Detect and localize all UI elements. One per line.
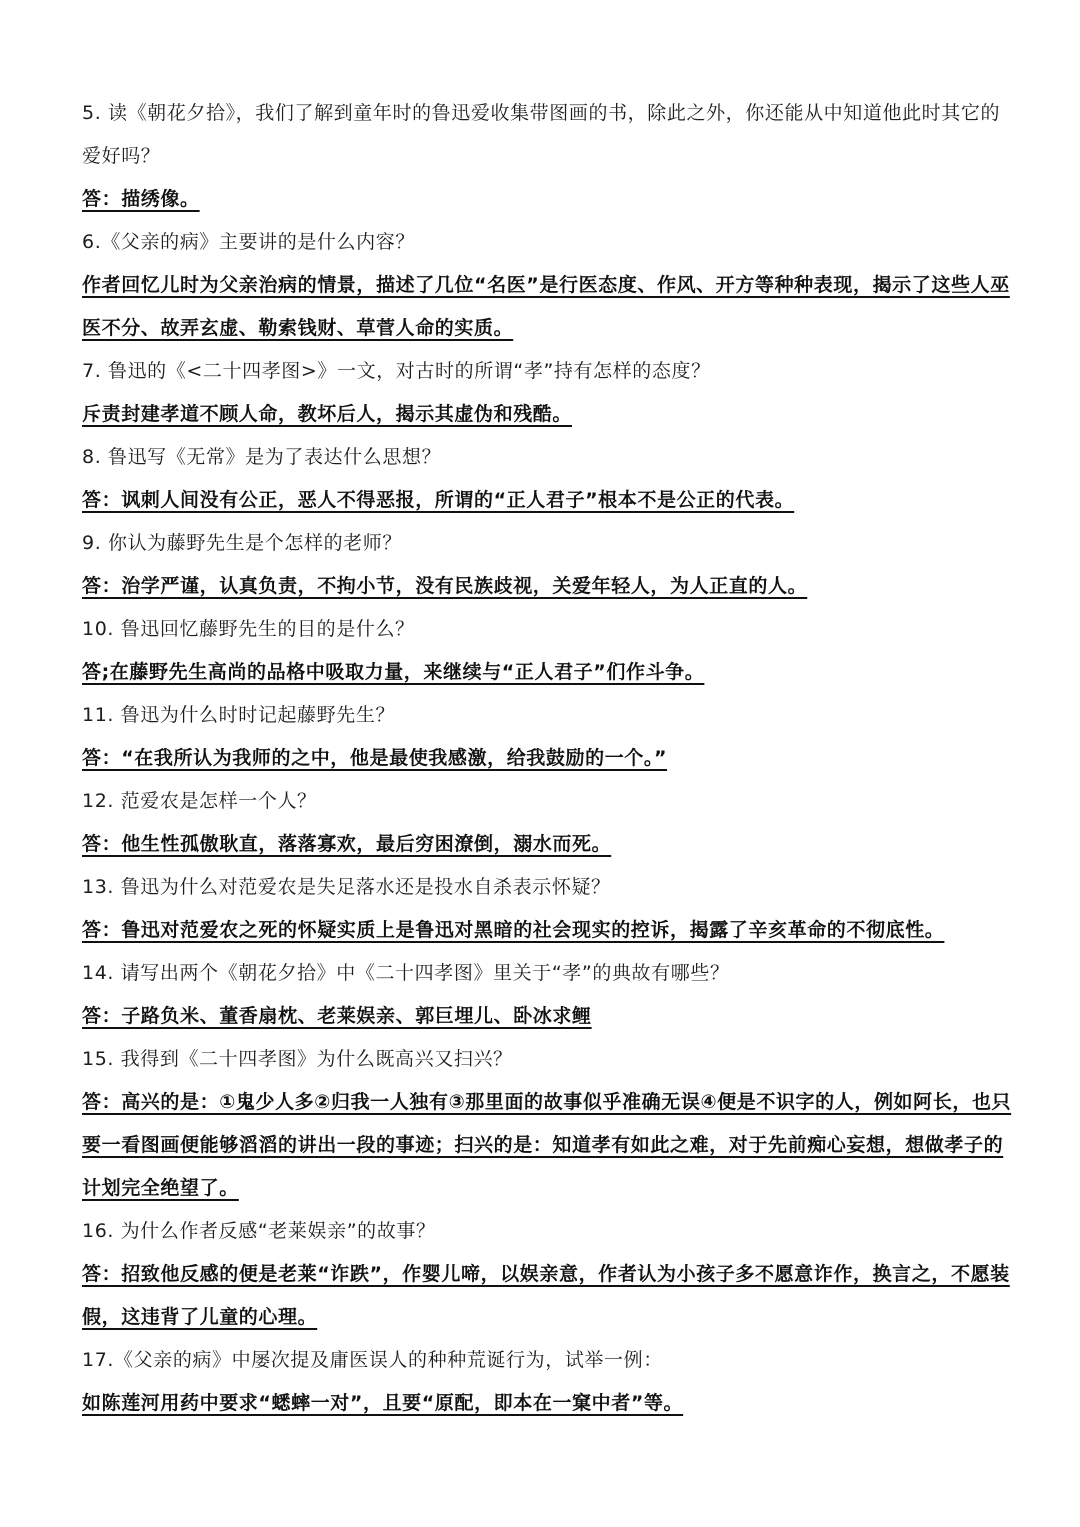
- answer-17-text: 如陈莲河用药中要求“蟋蟀一对”，且要“原配，即本在一窠中者”等。: [82, 1392, 684, 1414]
- answer-6-text: 作者回忆儿时为父亲治病的情景，描述了几位“名医”是行医态度、作风、开方等种种表现，揭示了这些人巫医不分、故弄玄虚、勒索钱财、草菅人命的实质。: [82, 274, 1010, 339]
- question-14: 14. 请写出两个《朝花夕拾》中《二十四孝图》里关于“孝”的典故有哪些？: [82, 962, 730, 984]
- qa-item-9: [82, 522, 1012, 608]
- qa-item-6: [82, 221, 1012, 350]
- answer-14-text: 答：子路负米、董香扇枕、老莱娱亲、郭巨埋儿、卧冰求鲤: [82, 1005, 592, 1027]
- question-16: 16. 为什么作者反感“老莱娱亲”的故事？: [82, 1220, 436, 1242]
- answer-12: [82, 823, 1012, 866]
- answer-15: [82, 1081, 1012, 1210]
- answer-16-text: 答：招致他反感的便是老莱“诈跌”，作婴儿啼，以娱亲意，作者认为小孩子多不愿意诈作，换言之，不愿装假，这违背了儿童的心理。: [82, 1263, 1010, 1328]
- question-6: 6.《父亲的病》主要讲的是什么内容？: [82, 231, 415, 253]
- question-13: 13. 鲁迅为什么对范爱农是失足落水还是投水自杀表示怀疑？: [82, 876, 611, 898]
- qa-item-13: [82, 866, 1012, 952]
- answer-13-text: 答：鲁迅对范爱农之死的怀疑实质上是鲁迅对黑暗的社会现实的控诉，揭露了辛亥革命的不彻底性。: [82, 919, 945, 941]
- answer-13: [82, 909, 1012, 952]
- qa-item-12: [82, 780, 1012, 866]
- answer-6: [82, 264, 1012, 350]
- qa-item-7: [82, 350, 1012, 436]
- question-8: 8. 鲁迅写《无常》是为了表达什么思想？: [82, 446, 442, 468]
- question-17: 17.《父亲的病》中屡次提及庸医误人的种种荒诞行为，试举一例：: [82, 1349, 663, 1371]
- question-10: 10. 鲁迅回忆藤野先生的目的是什么？: [82, 618, 415, 640]
- answer-7-text: 斥责封建孝道不顾人命，教坏后人，揭示其虚伪和残酷。: [82, 403, 573, 425]
- question-7: 7. 鲁迅的《<二十四孝图>》一文，对古时的所谓“孝”持有怎样的态度？: [82, 360, 711, 382]
- answer-11: [82, 737, 1012, 780]
- question-15: 15. 我得到《二十四孝图》为什么既高兴又扫兴？: [82, 1048, 513, 1070]
- qa-item-16: [82, 1210, 1012, 1339]
- answer-9-text: 答：治学严谨，认真负责，不拘小节，没有民族歧视，关爱年轻人，为人正直的人。: [82, 575, 808, 597]
- qa-item-8: [82, 436, 1012, 522]
- qa-item-11: [82, 694, 1012, 780]
- answer-5-text: 答：描绣像。: [82, 188, 200, 210]
- answer-8-text: 答：讽刺人间没有公正，恶人不得恶报，所谓的“正人君子”根本不是公正的代表。: [82, 489, 795, 511]
- answer-9: [82, 565, 1012, 608]
- qa-list: [82, 92, 1012, 1425]
- qa-item-14: [82, 952, 1012, 1038]
- answer-8: [82, 479, 1012, 522]
- answer-12-text: 答：他生性孤傲耿直，落落寡欢，最后穷困潦倒，溺水而死。: [82, 833, 612, 855]
- question-12: 12. 范爱农是怎样一个人？: [82, 790, 317, 812]
- qa-item-15: [82, 1038, 1012, 1210]
- qa-item-10: [82, 608, 1012, 694]
- answer-14: [82, 995, 1012, 1038]
- question-11: 11. 鲁迅为什么时时记起藤野先生？: [82, 704, 396, 726]
- answer-10-text: 答;在藤野先生高尚的品格中吸取力量，来继续与“正人君子”们作斗争。: [82, 661, 705, 683]
- question-5: 5. 读《朝花夕拾》，我们了解到童年时的鲁迅爱收集带图画的书，除此之外，你还能从中知道他此时其它的爱好吗？: [82, 102, 1001, 167]
- answer-10: [82, 651, 1012, 694]
- answer-17: [82, 1382, 1012, 1425]
- answer-7: [82, 393, 1012, 436]
- answer-16: [82, 1253, 1012, 1339]
- question-9: 9. 你认为藤野先生是个怎样的老师？: [82, 532, 402, 554]
- answer-11-text: 答：“在我所认为我师的之中，他是最使我感激，给我鼓励的一个。”: [82, 747, 668, 769]
- answer-15-text: 答：高兴的是：①鬼少人多②归我一人独有③那里面的故事似乎准确无误④便是不识字的人，例如阿长，也只要一看图画便能够滔滔的讲出一段的事迹；扫兴的是：知道孝有如此之难，对于先前痴心妄想，想做孝子的计划完全绝望了。: [82, 1091, 1012, 1199]
- answer-5: [82, 178, 1012, 221]
- qa-item-5: [82, 92, 1012, 221]
- qa-item-17: [82, 1339, 1012, 1425]
